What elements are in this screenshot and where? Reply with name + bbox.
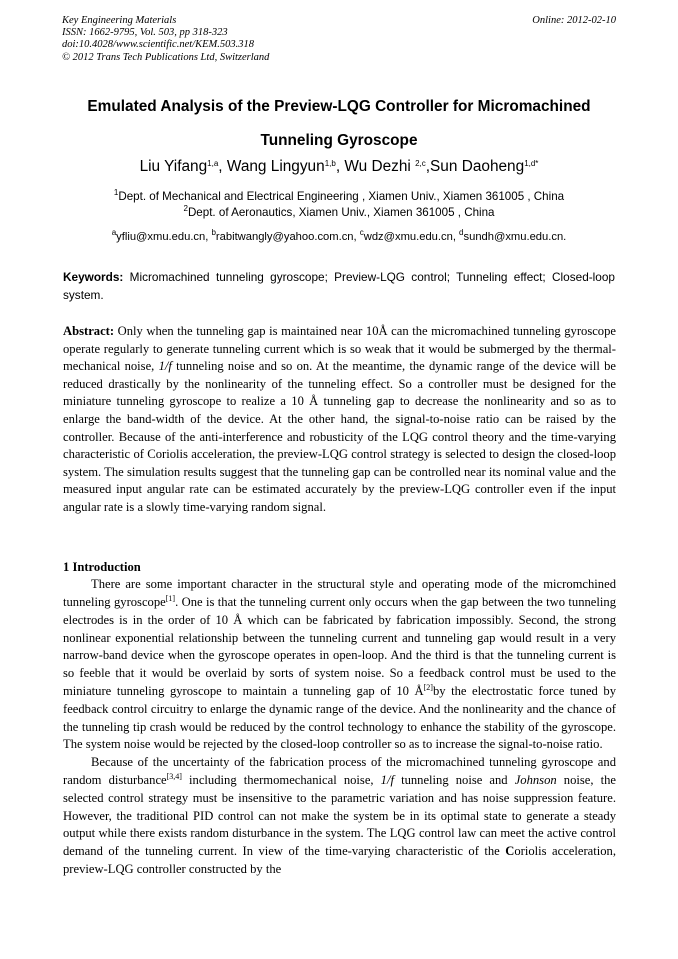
affiliation-2 xyxy=(40,206,638,221)
affiliation-text: Dept. of Mechanical and Electrical Engineering , Xiamen Univ., Xiamen 361005 , China xyxy=(118,190,565,203)
journal-copyright: © 2012 Trans Tech Publications Ltd, Switzerland xyxy=(62,51,270,63)
online-date: Online: 2012-02-10 xyxy=(532,15,616,26)
paper-title-line-2: Tunneling Gyroscope xyxy=(260,132,418,149)
paragraph-text: tunneling noise and xyxy=(393,772,515,787)
email-mark: b xyxy=(211,228,216,237)
keywords xyxy=(63,268,615,304)
paragraph xyxy=(63,754,616,878)
author-affiliation-mark: 2,c xyxy=(415,159,426,168)
introduction-body xyxy=(63,576,616,878)
paper-title xyxy=(40,90,638,158)
author-name: Wang Lingyun xyxy=(226,158,325,175)
email-address: yfliu@xmu.edu.cn, xyxy=(116,231,212,243)
author-name: Sun Daoheng xyxy=(430,158,525,175)
paragraph-text: Because of the uncertainty of the fabrication process of the micromachined tunneling gyroscope and random disturbance xyxy=(63,754,616,787)
author-list: Liu Yifang$^{1,a}$, Wang Lingyun$^{1,b}$, Wu Dezhi $^{2,c}$,Sun Daoheng$^{1,d*}$ xyxy=(139,158,539,175)
journal-issn: ISSN: 1662-9795, Vol. 503, pp 318-323 xyxy=(62,27,228,39)
email-mark: c xyxy=(359,228,364,237)
abstract-italic: 1/f xyxy=(158,359,172,374)
email-address: rabitwangly@yahoo.com.cn, xyxy=(215,231,360,243)
affiliation-mark: 1 xyxy=(113,188,119,197)
abstract-text: Only when the tunneling gap is maintained near 10Å can the micromachined tunneling gyroscope operate regularly to generate tunneling current which is so weak that it would be submerged by the thermal-mechanical noise, xyxy=(63,324,616,374)
author-emails xyxy=(40,230,638,245)
affiliation-1 xyxy=(40,190,638,205)
keywords-label: Keywords: xyxy=(63,270,124,284)
abstract-text: tunneling noise and so on. At the meantime, the dynamic range of the device will be reduced drastically by the nonlinearity of the tunneling effect. So a controller must be designed for the miniature tunneling gyroscope to realize a 10 Å tunneling gap to decrease the nonlinearity and so as to enlarge the band-width of the device. At the other hand, the signal-to-noise ratio can be raised by the controller. Because of the anti-interference and robusticity of the LQG control theory and the time-varying characteristic of Coriolis acceleration, the preview-LQG control strategy is selected to design the closed-loop system. The simulation results suggest that the tunneling gap can be controlled near its nominal value and the measured input angular rate can be estimated accurately by the preview-LQG controller even if the input angular rate is a slowly time-varying random signal. xyxy=(63,359,616,514)
abstract-label: Abstract: xyxy=(63,324,115,338)
author-name: Wu Dezhi xyxy=(344,158,416,175)
journal-name: Key Engineering Materials xyxy=(62,15,177,26)
paragraph xyxy=(63,576,616,754)
author-affiliation-mark: 1,b xyxy=(324,159,336,168)
affiliation-text: Dept. of Aeronautics, Xiamen Univ., Xiamen 361005 , China xyxy=(187,206,495,219)
paragraph-text: . One is that the tunneling current only occurs when the gap between the two tunneling electrodes is in the order of 10 Å which can be fabricated by fabrication impossibly. Second, the strong nonlinear exponential relationship between the tunneling current and tunneling gap would result in a very narrow-band device when the gyroscope operates in open-loop. And the third is that the tunneling current is so feeble that it would be overlaid by sorts of system noise. So a feedback control must be used to the miniature tunneling gyroscope to maintain a tunneling gap of 10 Å xyxy=(63,594,616,698)
abstract xyxy=(63,323,616,517)
author-affiliation-mark: 1,a xyxy=(207,159,219,168)
italic-text: 1/f xyxy=(380,772,394,787)
author-name: Liu Yifang xyxy=(139,158,208,175)
email-mark: d xyxy=(459,228,464,237)
journal-header xyxy=(62,15,618,64)
bold-letter: C xyxy=(505,843,515,858)
paragraph-text: noise, the selected control strategy must be insensitive to the parametric variation and has noise suppression feature. However, the traditional PID control can not make the system be in its optimal state to generate a steady output while there exists random disturbance in the system. The LQG control law can meet the active control demand of the tunneling current. In view of the time-varying characteristic of the xyxy=(63,772,617,858)
paper-title-line-1: Emulated Analysis of the Preview-LQG Controller for Micromachined xyxy=(87,98,591,115)
journal-doi: doi:10.4028/www.scientific.net/KEM.503.318 xyxy=(62,39,254,51)
affiliation-mark: 2 xyxy=(183,204,188,213)
citation: [1] xyxy=(165,593,176,603)
italic-text: Johnson xyxy=(514,772,557,787)
paragraph-text: oriolis acceleration, preview-LQG controller constructed by the xyxy=(63,843,616,876)
paragraph-text: by the electrostatic force tuned by feedback control circuitry to enlarge the dynamic range of the device. And the nonlinearity and the chance of the tunneling tip crash would be reduced by the control technology to enhance the stability of the gyroscope. The system noise would be rejected by the closed-loop controller so as to increase the signal-to-noise ratio. xyxy=(63,683,616,752)
paragraph-text: including thermomechanical noise, xyxy=(181,772,381,787)
citation: [2] xyxy=(423,682,433,692)
keywords-text: Micromachined tunneling gyroscope; Preview-LQG control; Tunneling effect; Closed-loop system. xyxy=(63,270,615,302)
paragraph-text: There are some important character in the structural style and operating mode of the micromchined tunneling gyroscope xyxy=(63,577,616,609)
email-address: wdz@xmu.edu.cn, xyxy=(363,231,460,243)
email-mark: a xyxy=(111,228,117,237)
author-affiliation-mark: 1,d* xyxy=(524,159,539,168)
citation: [3,4] xyxy=(166,771,182,781)
email-address: sundh@xmu.edu.cn. xyxy=(463,231,567,243)
section-heading-introduction: 1 Introduction xyxy=(63,560,141,574)
